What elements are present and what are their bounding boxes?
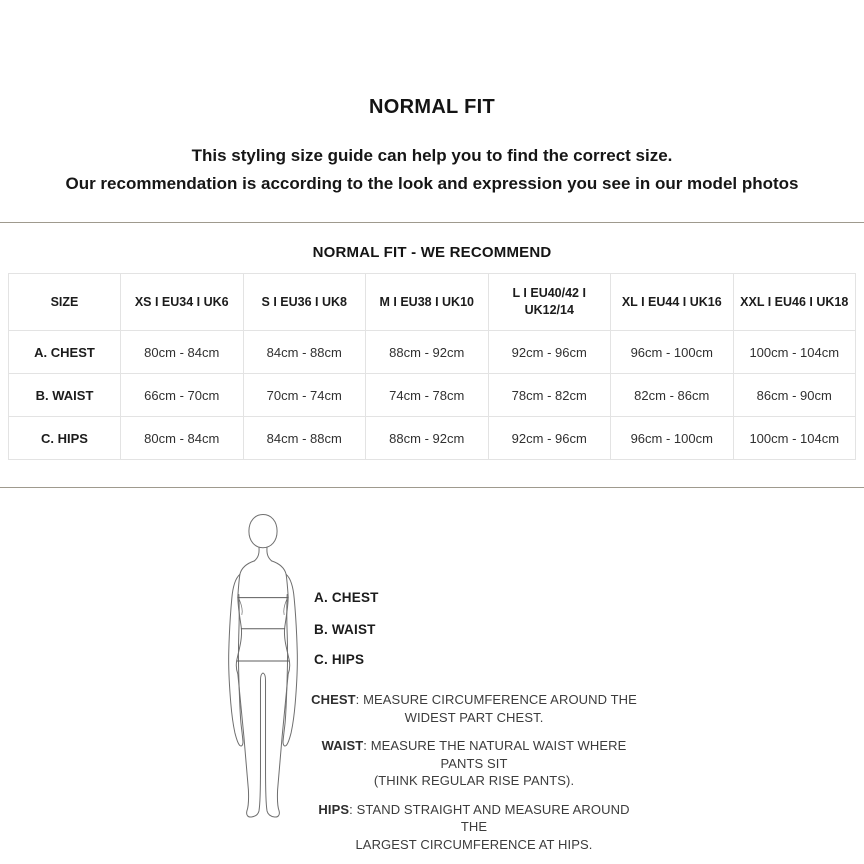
female-body-outline-icon — [216, 507, 310, 819]
measurement-cell: 78cm - 82cm — [488, 374, 611, 417]
section-heading: NORMAL FIT - WE RECOMMEND — [312, 244, 552, 261]
guide-hips: HIPS: STAND STRAIGHT AND MEASURE AROUND THE LARGEST CIRCUMFERENCE AT HIPS. — [318, 801, 630, 852]
intro-text-line-1: This styling size guide can help you to find the correct size. — [191, 146, 673, 165]
table-row — [9, 374, 856, 417]
measurement-cell: 66cm - 70cm — [121, 374, 244, 417]
guide-chest: CHEST: MEASURE CIRCUMFERENCE AROUND THE WIDEST PART CHEST. — [311, 692, 637, 725]
row-label: B. WAIST — [9, 374, 121, 417]
measurement-cell: 100cm - 104cm — [733, 417, 856, 460]
measurement-cell: 88cm - 92cm — [366, 417, 489, 460]
column-header: XL I EU44 I UK16 — [611, 274, 734, 331]
column-header: M I EU38 I UK10 — [366, 274, 489, 331]
measurement-cell: 92cm - 96cm — [488, 417, 611, 460]
page-title: NORMAL FIT — [369, 96, 495, 118]
measurement-cell: 84cm - 88cm — [243, 331, 366, 374]
measurement-cell: 86cm - 90cm — [733, 374, 856, 417]
measurement-cell: 80cm - 84cm — [121, 331, 244, 374]
size-table — [8, 273, 856, 460]
column-header: XS I EU34 I UK6 — [121, 274, 244, 331]
row-label: C. HIPS — [9, 417, 121, 460]
divider-middle — [0, 487, 864, 488]
table-row — [9, 417, 856, 460]
diagram-label-hips: C. HIPS — [314, 652, 365, 667]
row-label: A. CHEST — [9, 331, 121, 374]
measurement-cell: 100cm - 104cm — [733, 331, 856, 374]
measurement-cell: 92cm - 96cm — [488, 331, 611, 374]
column-header-size: SIZE — [9, 274, 121, 331]
measurement-cell: 82cm - 86cm — [611, 374, 734, 417]
measurement-guide — [306, 691, 642, 864]
table-row — [9, 331, 856, 374]
measurement-cell: 96cm - 100cm — [611, 331, 734, 374]
measurement-cell: 74cm - 78cm — [366, 374, 489, 417]
size-table-container — [8, 273, 856, 460]
diagram-label-chest: A. CHEST — [314, 590, 379, 605]
measurement-cell: 96cm - 100cm — [611, 417, 734, 460]
diagram-label-waist: B. WAIST — [314, 622, 376, 637]
column-header: S I EU36 I UK8 — [243, 274, 366, 331]
measurement-cell: 80cm - 84cm — [121, 417, 244, 460]
measurement-cell: 88cm - 92cm — [366, 331, 489, 374]
measurement-cell: 84cm - 88cm — [243, 417, 366, 460]
divider-top — [0, 222, 864, 223]
measurement-cell: 70cm - 74cm — [243, 374, 366, 417]
guide-waist: WAIST: MEASURE THE NATURAL WAIST WHERE PANTS SIT (THINK REGULAR RISE PANTS). — [321, 738, 627, 788]
intro-text-line-2: Our recommendation is according to the look and expression you see in our model photos — [65, 174, 799, 193]
column-header: XXL I EU46 I UK18 — [733, 274, 856, 331]
column-header: L I EU40/42 I UK12/14 — [488, 274, 611, 331]
